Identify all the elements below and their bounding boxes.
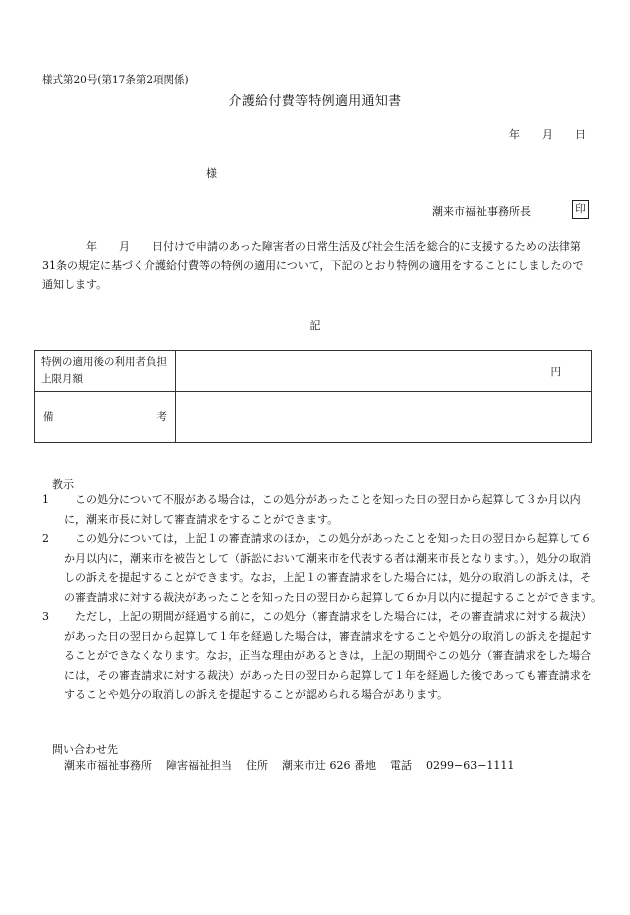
notice-heading: 教示 [52,478,74,491]
remarks-label-left: 備 [43,410,54,423]
notice-item-number: 1 [42,493,49,506]
contact-phone: 0299−63−1111 [426,759,515,772]
notice-list [42,490,602,705]
contact-office: 潮来市福祉事務所 [64,759,152,772]
ki-heading: 記 [309,319,321,332]
yen-unit: 円 [550,366,561,378]
table-row [35,351,592,392]
notice-item-text: この処分について不服がある場合は，この処分があったことを知った日の翌日から起算して３か月以内に，潮来市長に対して審査請求をすることができます。 [64,493,581,526]
contact-address-label: 住所 [246,759,268,772]
notice-item [42,490,602,529]
notice-item-text: この処分については，上記１の審査請求のほか，この処分があったことを知った日の翌日から起算して６か月以内に，潮来市を被告として（訴訟において潮来市を代表する者は潮来市長となります。），処分の取消しの訴えを提起することができます。なお，上記１の審査請求をした場合には，処分の取消しの訴えは，その審査請求に対する裁決があったことを知った日の翌日から起算して６か月以内に提起することができます。 [64,532,603,604]
limit-label: 特例の適用後の利用者負担上限月額 [35,351,176,392]
contact-section: 障害福祉担当 [166,759,232,772]
limit-value [176,351,592,392]
contact-address: 潮来市辻 626 番地 [282,759,376,772]
date-day: 日 [575,128,586,141]
remarks-value [176,392,592,443]
notice-item-number: 2 [42,532,49,545]
contact-line [64,757,528,773]
notice-item [42,607,602,705]
form-number: 様式第20号(第17条第2項関係) [42,74,189,86]
body-text: 年 月 日付けで申請のあった障害者の日常生活及び社会生活を総合的に支援するための法律第31条の規定に基づく介護給付費等の特例の適用について，下記のとおり特例の適用をすることにしましたので通知します。 [42,240,584,291]
notice-item-text: ただし，上記の期間が経過する前に，この処分（審査請求をした場合には，その審査請求に対する裁決）があった日の翌日から起算して１年を経過した場合は，審査請求をすることや処分の取消しの訴えを提起することができなくなります。なお，正当な理由があるときは，上記の期間やこの処分（審査請求をした場合には，その審査請求に対する裁決）があった日の翌日から起算して１年を経過した後であっても審査請求をすることや処分の取消しの訴えを提起することが認められる場合があります。 [64,610,592,701]
date-month: 月 [542,128,553,141]
issue-date [487,126,586,142]
remarks-label [35,392,176,443]
contact-phone-label: 電話 [390,759,412,772]
notice-item-number: 3 [42,610,49,623]
recipient-suffix: 様 [206,167,217,180]
date-year: 年 [509,128,520,141]
notice-item [42,529,602,607]
contact-heading: 問い合わせ先 [52,743,118,756]
issuer-name: 潮来市福祉事務所長 [432,205,531,218]
document-title: 介護給付費等特例適用通知書 [228,94,402,109]
info-table [34,350,592,443]
remarks-label-right: 考 [156,410,167,423]
seal-mark: 印 [572,200,589,219]
table-row [35,392,592,443]
